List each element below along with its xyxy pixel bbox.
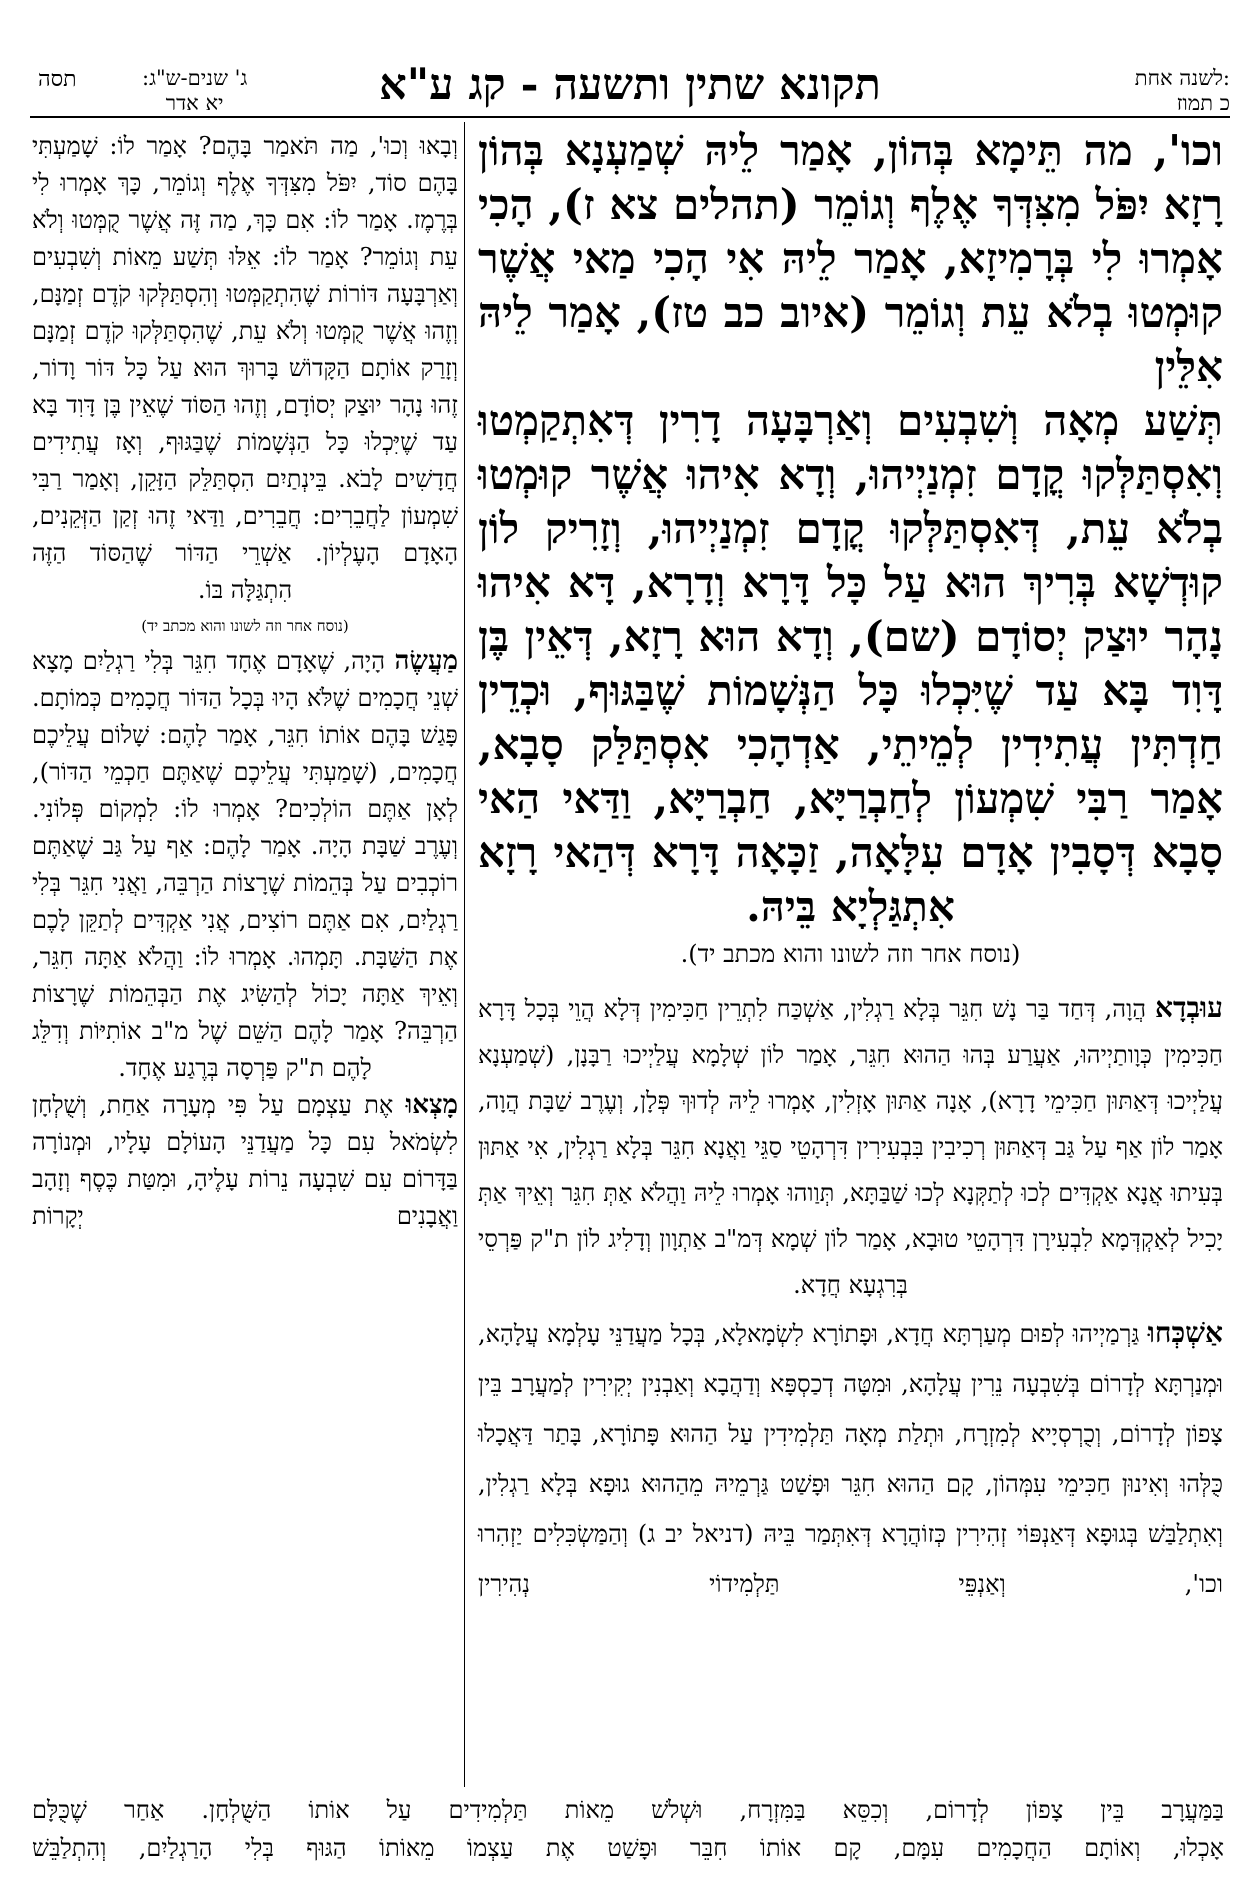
opening-word: מָצְאוּ (405, 1090, 458, 1120)
three-years-date: יא אדר (165, 91, 224, 115)
bold-last-line: אִתְגַּלְיָא בֵּיהּ. (746, 882, 955, 931)
bold-line: דָּוִד בָּא עַד שֶׁיִּכְלוּ כָּל הַנְּשָׁמוֹת שֶׁבַּגּוּף, וּכְדֵין (478, 666, 1223, 715)
translation-end-line: הִתְגַּלָּה בּוֹ. (197, 576, 293, 604)
translation-paragraph: וְבָאוּ וְכוּ', מַה תֹּאמַר בָּהֶם? אָמַר לוֹ: שָׁמַעְתִּי בָּהֶם סוֹד, יִפֹּל מִצִּדְּךָ אֶלֶף וְגוֹמֵר, כָּךְ אָמְרוּ לִי בְּרֶמֶז. אָמַר לוֹ: אִם כָּךְ, מַה זֶּה אֲשֶׁר קֻמְּטוּ וְלֹא עֵת וְגוֹמֵר? אָמַר לוֹ: אֵלּוּ תְּשַׁע מֵאוֹת וְשִׁבְעִים וְאַרְבָּעָה דּוֹרוֹת שֶׁהִתְקַמְּטוּ וְהִסְתַּלְּקוּ קֹדֶם זְמַנָּם, וְזֶהוּ אֲשֶׁר קֻמְּטוּ וְלֹא עֵת, שֶׁהִסְתַּלְּקוּ קֹדֶם זְמַנָּם וְזָרַק אוֹתָם הַקָּדוֹשׁ בָּרוּךְ הוּא עַל כָּל דּוֹר וָדוֹר, זֶהוּ נָהָר יוּצַק יְסוֹדָם, וְזֶהוּ הַסּוֹד שֶׁאֵין בֶּן דָּוִד בָּא עַד שֶׁיִּכְלוּ כָּל הַנְּשָׁמוֹת שֶׁבַּגּוּף, וְאָז עֲתִידִים חֲדָשִׁים לָבֹא. בֵּינְתַיִם הִסְתַּלֵּק הַזָּקֵן, וְאָמַר רַבִּי שִׁמְעוֹן לַחֲבֵרִים: חֲבֵרִים, וַדַּאי זֶהוּ זְקַן הַזְּקֵנִים, הָאָדָם הָעֶלְיוֹן. אַשְׁרֵי הַדּוֹר שֶׁהַסּוֹד הַזֶּה (32, 132, 459, 567)
cave-paragraph (478, 1308, 1223, 1609)
page-number: תסה (38, 67, 77, 92)
translation-story-end: לָהֶם ת"ק פַּרְסָה בְּרֶגַע אֶחָד. (118, 1054, 372, 1082)
bold-line: סָבָא דְּסָבִין אָדָם עִלָּאָה, זַכָּאָה דָּרָא דְּהַאי רָזָא (478, 828, 1223, 877)
story-end-line: בְּרִגְעָא חֲדָא. (793, 1271, 908, 1299)
bold-line: אָמְרוּ לִי בְּרָמִיזָא, אָמַר לֵיהּ אִי הָכִי מַאי אֲשֶׁר (478, 234, 1223, 283)
one-year-label: לשנה אחת: (1134, 66, 1230, 90)
cave-text: גַּרְמַיְיהוּ לְפוּם מְעַרְתָּא חֲדָא, וּפָתוֹרָא לִשְׂמָאלָא, בְּכָל מַעֲדַנֵּי עָלְמָא עֲלָהָא, וּמְנַרְתָּא לְדָרוֹם בְּשִׁבְעָה נֵרִין עֲלָהָא, וּמִטָּה דְכַסְפָּא וְדַהֲבָא וְאַבְנִין יְקִירִין לְמַעֲרָב בֵּין צָפוֹן לְדָרוֹם, וְכֻרְסְיָיא לְמִזְרָח, וּתְלַת מְאָה תַּלְמִידִין עַל הַהוּא פָּתוֹרָא, בָּתַר דַּאֲכָלוּ כֻּלְּהוּ וְאִינוּן חַכִּימֵי עִמְּהוֹן, קָם הַהוּא חִגֵּר וּפָשַׁט גַּרְמֵיהּ מֵהַהוּא גוּפָא בְּלָא רַגְלִין, וְאִתְלַבַּשׁ בְּגוּפָא דְּאַנְפּוֹי זְהִירִין כְּזוֹהֲרָא דְּאִתְּמַר בֵּיהּ (דניאל יב ג) וְהַמַּשְׂכִּלִים יַזְהִרוּ וכו', וְאַנְפֵּי תַּלְמִידוֹי נְהִירִין (478, 1320, 1223, 1598)
bottom-continuation (32, 1791, 1224, 1867)
translation-story-text: הָיָה, שֶׁאָדָם אֶחָד חִגֵּר בְּלִי רַגְלַיִם מָצָא שְׁנֵי חֲכָמִים שֶׁלֹּא הָיוּ בְּכָל הַדּוֹר חֲכָמִים כְּמוֹתָם. פָּגַשׁ בָּהֶם אוֹתוֹ חִגֵּר, אָמַר לָהֶם: שָׁלוֹם עֲלֵיכֶם חֲכָמִים, (שָׁמַעְתִּי עֲלֵיכֶם שֶׁאַתֶּם חַכְמֵי הַדּוֹר), לְאָן אַתֶּם הוֹלְכִים? אָמְרוּ לוֹ: לִמְקוֹם פְּלוֹנִי. וְעֶרֶב שַׁבָּת הָיָה. אָמַר לָהֶם: אַף עַל גַּב שֶׁאַתֶּם רוֹכְבִים עַל בְּהֵמוֹת שֶׁרָצוֹת הַרְבֵּה, וַאֲנִי חִגֵּר בְּלִי רַגְלַיִם, אִם אַתֶּם רוֹצִים, אֲנִי אַקְדִּים לְתַקֵּן לָכֶם אֶת הַשַּׁבָּת. תָּמְהוּ. אָמְרוּ לוֹ: וַהֲלֹא אַתָּה חִגֵּר, וְאֵיךְ אַתָּה יָכוֹל לְהַשִּׂיג אֶת הַבְּהֵמוֹת שֶׁרָצוֹת הַרְבֵּה? אָמַר לָהֶם הַשֵּׁם שֶׁל מ"ב אוֹתִיּוֹת וְדִלֵּג (32, 647, 458, 1045)
translation-cave (32, 1087, 458, 1235)
header-left-dates (142, 66, 247, 116)
bottom-line-1: בַּמַּעֲרָב בֵּין צָפוֹן לְדָרוֹם, וְכִסֵּא בַּמִּזְרָח, וּשְׁלֹשׁ מֵאוֹת תַּלְמִידִים עַל אוֹתוֹ הַשֻּׁלְחָן. אַחַר שֶׁכֻּלָּם (32, 1796, 1225, 1824)
story-paragraph (478, 985, 1223, 1262)
one-year-date: כ תמוז (1176, 91, 1230, 115)
translation-column (32, 128, 458, 1235)
bottom-line-2: אָכְלוּ, וְאוֹתָם הַחֲכָמִים עִמָּם, קָם אוֹתוֹ חִבֵּר וּפָשַׁט אֶת עַצְמוֹ מֵאוֹתוֹ הַגּוּף בְּלִי הָרַגְלַיִם, וְהִתְלַבֵּשׁ (32, 1834, 1224, 1862)
translation-cave-text: אֶת עַצְמָם עַל פִּי מְעָרָה אַחַת, וְשֻׁלְחָן לִשְׂמֹאל עִם כָּל מַעֲדַנֵּי הָעוֹלָם עָלָיו, וּמְנוֹרָה בַּדָּרוֹם עִם שִׁבְעָה נֵרוֹת עָלֶיהָ, וּמִטַּת כֶּסֶף וְזָהָב וַאֲבָנִים יְקָרוֹת (32, 1091, 458, 1230)
story-text: הֲוָה, דְּחַד בַּר נָשׁ חִגֵּר בְּלָא רַגְלִין, אַשְׁכַּח לִתְרֵין חַכִּימִין דְּלָא הֲוֵי בְּכָל דָּרָא חַכִּימִין כְּוָותַיְיהוּ, אַעֲרַע בְּהוּ הַהוּא חִגֵּר, אָמַר לוֹן שְׁלָמָא עֲלַיְיכוּ רַבָּנָן, (שְׁמַעְנָא עֲלַיְיכוּ דְּאַתּוּן חַכִּימֵי דָרָא), אָנָה אַתּוּן אָזְלִין, אָמְרוּ לֵיהּ לְדוּךְ פְּלָן, וְעֶרֶב שַׁבָּת הֲוָה, אָמַר לוֹן אַף עַל גַּב דְּאַתּוּן רְכִיבִין בִּבְעִירִין דִּרְהָטֵי סַגֵּי וַאֲנָא חִגֵּר בְּלָא רַגְלִין, אִי אַתּוּן בְּעִיתוּ אֲנָא אַקְדִּים לְכוּ לְתַקְּנָא לְכוּ שַׁבַּתָּא, תְּוַוהוּ אָמְרוּ לֵיהּ וַהֲלֹא אַתְּ חִגֵּר וְאֵיךְ אַתְּ יָכִיל לְאַקְדְּמָא לִבְעִירָן דִּרְהָטֵי טוּבָא, אָמַר לוֹן שְׁמָא דְּמ"ב אַתְוָון וְדָלִיג לוֹן ת"ק פַּרְסֵי (478, 995, 1223, 1253)
bold-line: קוּדְשָׁא בְּרִיךְ הוּא עַל כָּל דָּרָא וְדָרָא, דָּא אִיהוּ (478, 558, 1223, 607)
translation-story (32, 643, 458, 1050)
bold-line: בְלֹא עֵת, דְּאִסְתַּלְּקוּ קֳדָם זִמְנַיְיהוּ, וְזָרִיק לוֹן (478, 504, 1223, 553)
page-title: תקונא שתין ותשעה - קג ע"א (379, 60, 881, 110)
opening-word: עוּבְדָא (1155, 991, 1223, 1024)
bold-line: חַדְתִּין עֲתִידִין לְמֵיתֵי, אַדְהָכִי אִסְתַּלַּק סָבָא, (478, 720, 1223, 769)
three-years-label: ג' שנים-ש"ג: (142, 66, 248, 90)
main-column (478, 124, 1223, 1609)
header-right-dates (1135, 66, 1230, 116)
bold-line: נָהָר יוּצַק יְסוֹדָם (שם), וְדָא הוּא רָזָא, דְּאֵין בֶּן (478, 612, 1223, 661)
translation-version-note: (נוסח אחר וזה לשונו והוא מכתב יד) (141, 617, 349, 635)
bold-line: קוּמְטוּ בְלֹא עֵת וְגוֹמֵר (איוב כב טז), אָמַר לֵיהּ אִלֵּין (478, 288, 1223, 391)
aramaic-bold-block (478, 124, 1223, 880)
bold-line: אָמַר רַבִּי שִׁמְעוֹן לְחַבְרַיָּא, חַבְרַיָּא, וַדַּאי הַאי (478, 774, 1223, 823)
header-divider (30, 116, 1230, 118)
version-note: (נוסח אחר וזה לשונו והוא מכתב יד). (680, 940, 1021, 968)
opening-word: אַשְׁכְּחוּ (1147, 1316, 1223, 1349)
column-divider (464, 122, 465, 1787)
bold-line: וְאִסְתַּלְּקוּ קֳדָם זִמְנַיְיהוּ, וְדָא אִיהוּ אֲשֶׁר קוּמְטוּ (478, 450, 1223, 499)
opening-word: מַעֲשֶׂה (394, 646, 459, 676)
bold-line: תְּשַׁע מְאָה וְשִׁבְעִים וְאַרְבָּעָה דָרִין דְּאִתְקַמְטוּ (478, 396, 1223, 445)
bold-line: רָזָא יִפֹּל מִצִּדְּךָ אֶלֶף וְגוֹמֵר (תהלים צא ז), הָכִי (478, 180, 1223, 229)
bold-line: וכו', מה תֵּימָא בְּהוֹן, אָמַר לֵיהּ שְׁמַעְנָא בְּהוֹן (478, 126, 1223, 175)
page-header (30, 52, 1230, 132)
